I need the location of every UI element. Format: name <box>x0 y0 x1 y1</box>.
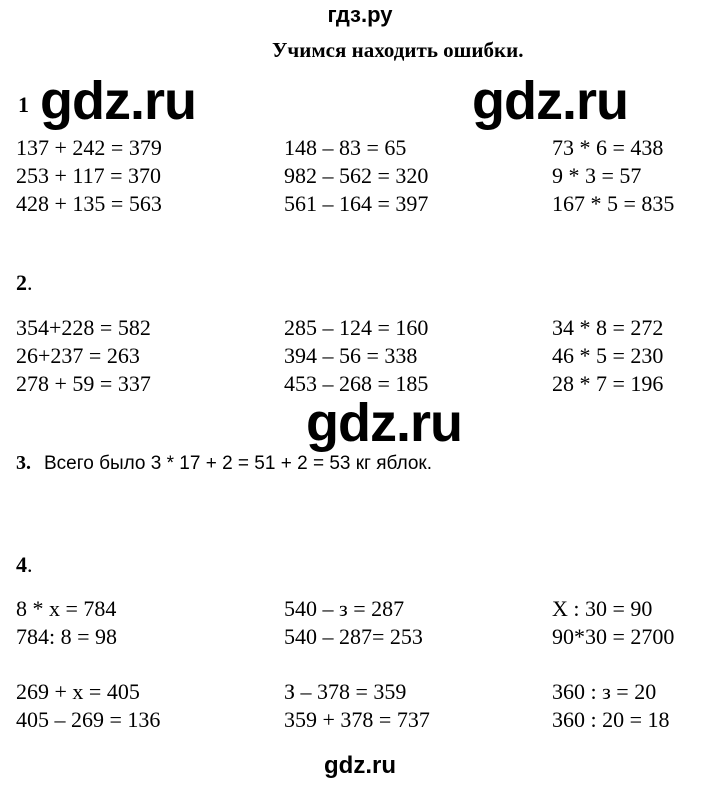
watermark-right: gdz.ru <box>472 71 628 131</box>
equation: 394 – 56 = 338 <box>284 343 418 368</box>
task4-number: 4. <box>16 552 33 577</box>
task1-col2 <box>284 134 428 218</box>
equation: 73 * 6 = 438 <box>552 135 664 160</box>
equation: 9 * 3 = 57 <box>552 163 642 188</box>
watermark-middle: gdz.ru <box>306 393 462 453</box>
task4-block2-col2 <box>284 678 430 734</box>
equation: 28 * 7 = 196 <box>552 371 664 396</box>
equation: 269 + x = 405 <box>16 679 140 704</box>
equation: 167 * 5 = 835 <box>552 191 675 216</box>
task3-number: 3. <box>16 452 31 474</box>
page-title: Учимся находить ошибки. <box>272 38 524 62</box>
task2-col3 <box>552 314 663 398</box>
task2-number: 2. <box>16 270 33 295</box>
equation: 148 – 83 = 65 <box>284 135 407 160</box>
equation: 34 * 8 = 272 <box>552 315 664 340</box>
equation: 453 – 268 = 185 <box>284 371 429 396</box>
equation: 360 : з = 20 <box>552 679 657 704</box>
site-header: гдз.ру <box>327 2 393 27</box>
task1-col1 <box>16 134 162 218</box>
equation: З – 378 = 359 <box>284 679 407 704</box>
equation: 278 + 59 = 337 <box>16 371 151 396</box>
equation: X : 30 = 90 <box>552 596 653 621</box>
task2-col1 <box>16 314 151 398</box>
task4-block2-col3 <box>552 678 670 734</box>
task4-block1-col1 <box>16 595 117 651</box>
task2-col2 <box>284 314 428 398</box>
equation: 982 – 562 = 320 <box>284 163 429 188</box>
task4-block2-col1 <box>16 678 160 734</box>
task1-col3 <box>552 134 674 218</box>
task4-block1-col3 <box>552 595 674 651</box>
task3 <box>16 452 432 475</box>
equation: 137 + 242 = 379 <box>16 135 162 160</box>
task1-number: 1 <box>18 92 29 117</box>
equation: 540 – 287= 253 <box>284 624 423 649</box>
equation: 354+228 = 582 <box>16 315 151 340</box>
task4-block1-col2 <box>284 595 423 651</box>
equation: 26+237 = 263 <box>16 343 140 368</box>
equation: 540 – з = 287 <box>284 596 405 621</box>
equation: 8 * x = 784 <box>16 596 117 621</box>
equation: 46 * 5 = 230 <box>552 343 664 368</box>
equation: 405 – 269 = 136 <box>16 707 161 732</box>
footer-watermark: gdz.ru <box>324 752 396 779</box>
equation: 561 – 164 = 397 <box>284 191 429 216</box>
equation: 428 + 135 = 563 <box>16 191 162 216</box>
equation: 784: 8 = 98 <box>16 624 118 649</box>
equation: 90*30 = 2700 <box>552 624 675 649</box>
equation: 360 : 20 = 18 <box>552 707 670 732</box>
task3-text: Всего было 3 * 17 + 2 = 51 + 2 = 53 кг яблок. <box>44 453 433 474</box>
equation: 359 + 378 = 737 <box>284 707 430 732</box>
watermark-left: gdz.ru <box>40 71 196 131</box>
equation: 285 – 124 = 160 <box>284 315 429 340</box>
equation: 253 + 117 = 370 <box>16 163 161 188</box>
